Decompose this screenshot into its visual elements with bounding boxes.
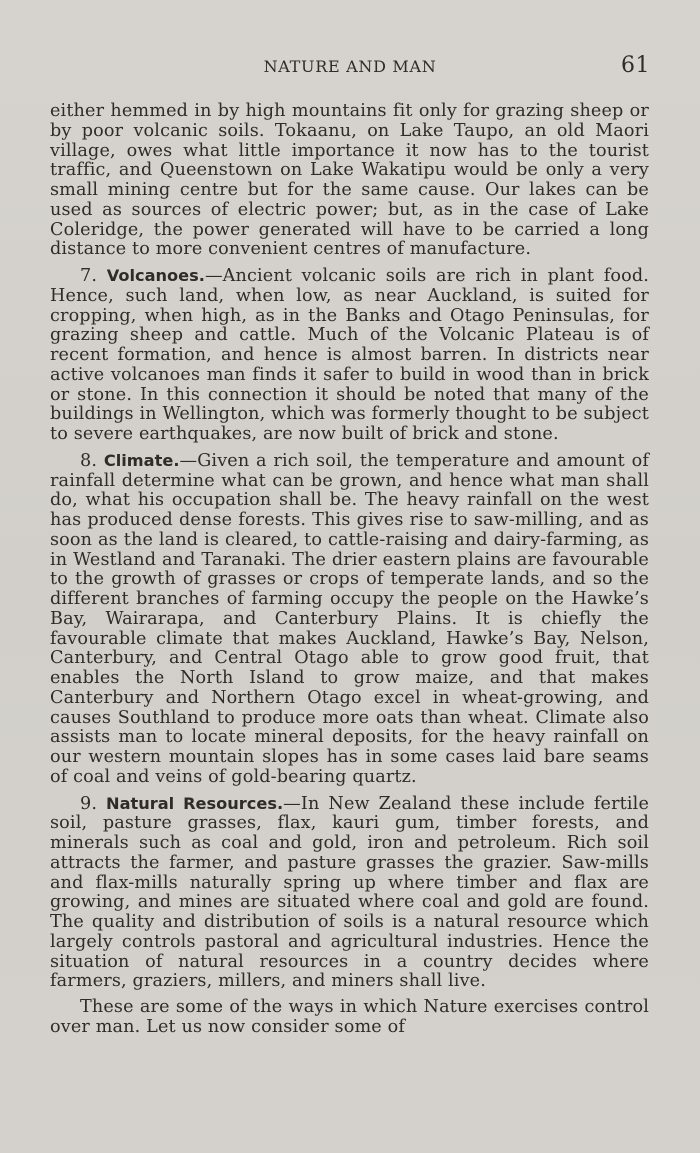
- section-number: 9.: [80, 793, 98, 814]
- section-text-volcanoes: —Ancient volcanic soils are rich in plant food. Hence, such land, when low, as near Auckland, is suited for cropping, when high, as in the Banks and Otago Peninsulas, for grazing sheep and cattle. Much of the Volcanic Plateau is of recent formation, and hence is almost barren. In districts near active volcanoes man finds it safer to build in wood than in brick or stone. In this connection it should be noted that many of the buildings in Wellington, which was formerly thought to be subject to severe earthquakes, are now built of brick and stone.: [50, 266, 649, 444]
- running-title: NATURE AND MAN: [263, 57, 437, 76]
- section-heading-volcanoes: Volcanoes.: [106, 266, 205, 285]
- paragraph-closing: These are some of the ways in which Nature exercises control over man. Let us now consider some of: [50, 997, 649, 1037]
- body-text: [50, 102, 649, 1038]
- paragraph-intro: either hemmed in by high mountains fit only for grazing sheep or by poor volcanic soils. Tokaanu, on Lake Taupo, an old Maori village, owes what little importance it now has to the tourist traffic, and Queenstown on Lake Wakatipu would be only a very small mining centre but for the same cause. Our lakes can be used as sources of electric power; but, as in the case of Lake Coleridge, the power generated will have to be carried a long distance to more convenient centres of manufacture.: [50, 101, 649, 260]
- section-heading-climate: Climate.: [103, 450, 180, 470]
- section-number: 8.: [80, 450, 98, 471]
- paragraph-volcanoes: [50, 266, 649, 445]
- page-number: 61: [621, 53, 650, 78]
- section-text-resources: —In New Zealand these include fertile soil, pasture grasses, flax, kauri gum, timber forests, and minerals such as coal and gold, iron and petroleum. Rich soil attracts the farmer, and pasture grasses the grazier. Saw-mills and flax-mills naturally spring up where timber and flax are growing, and mines are situated where coal and gold are found. The quality and distribution of soils is a natural resource which largely controls pastoral and agricultural industries. Hence the situation of natural resources in a country decides where farmers, graziers, millers, and miners shall live.: [50, 793, 650, 992]
- section-text-climate: —Given a rich soil, the temperature and amount of rainfall determine what can be grown, and hence what man shall do, what his occupation shall be. The heavy rainfall on the west has produced dense forests. This gives rise to saw-milling, and as soon as the land is cleared, to cattle-raising and dairy-farming, as in Westland and Taranaki. The drier eastern plains are favourable to the growth of grasses or crops of temperate lands, and so the different branches of farming occupy the people on the Hawke’s Bay, Wairarapa, and Canterbury Plains. It is chiefly the favourable climate that makes Auckland, Hawke’s Bay, Nelson, Canterbury, and Central Otago able to grow good fruit, that enables the North Island to grow maize, and that makes Canterbury and Northern Otago excel in wheat-growing, and causes Southland to produce more oats than wheat. Climate also assists man to locate mineral deposits, for the heavy rainfall on our western mountain slopes has in some cases laid bare seams of coal and veins of gold-bearing quartz.: [50, 450, 650, 787]
- paragraph-climate: [50, 451, 649, 788]
- section-number: 7.: [80, 266, 98, 286]
- section-heading-resources: Natural Resources.: [106, 793, 284, 813]
- running-head: [50, 55, 650, 85]
- paragraph-resources: [50, 794, 649, 993]
